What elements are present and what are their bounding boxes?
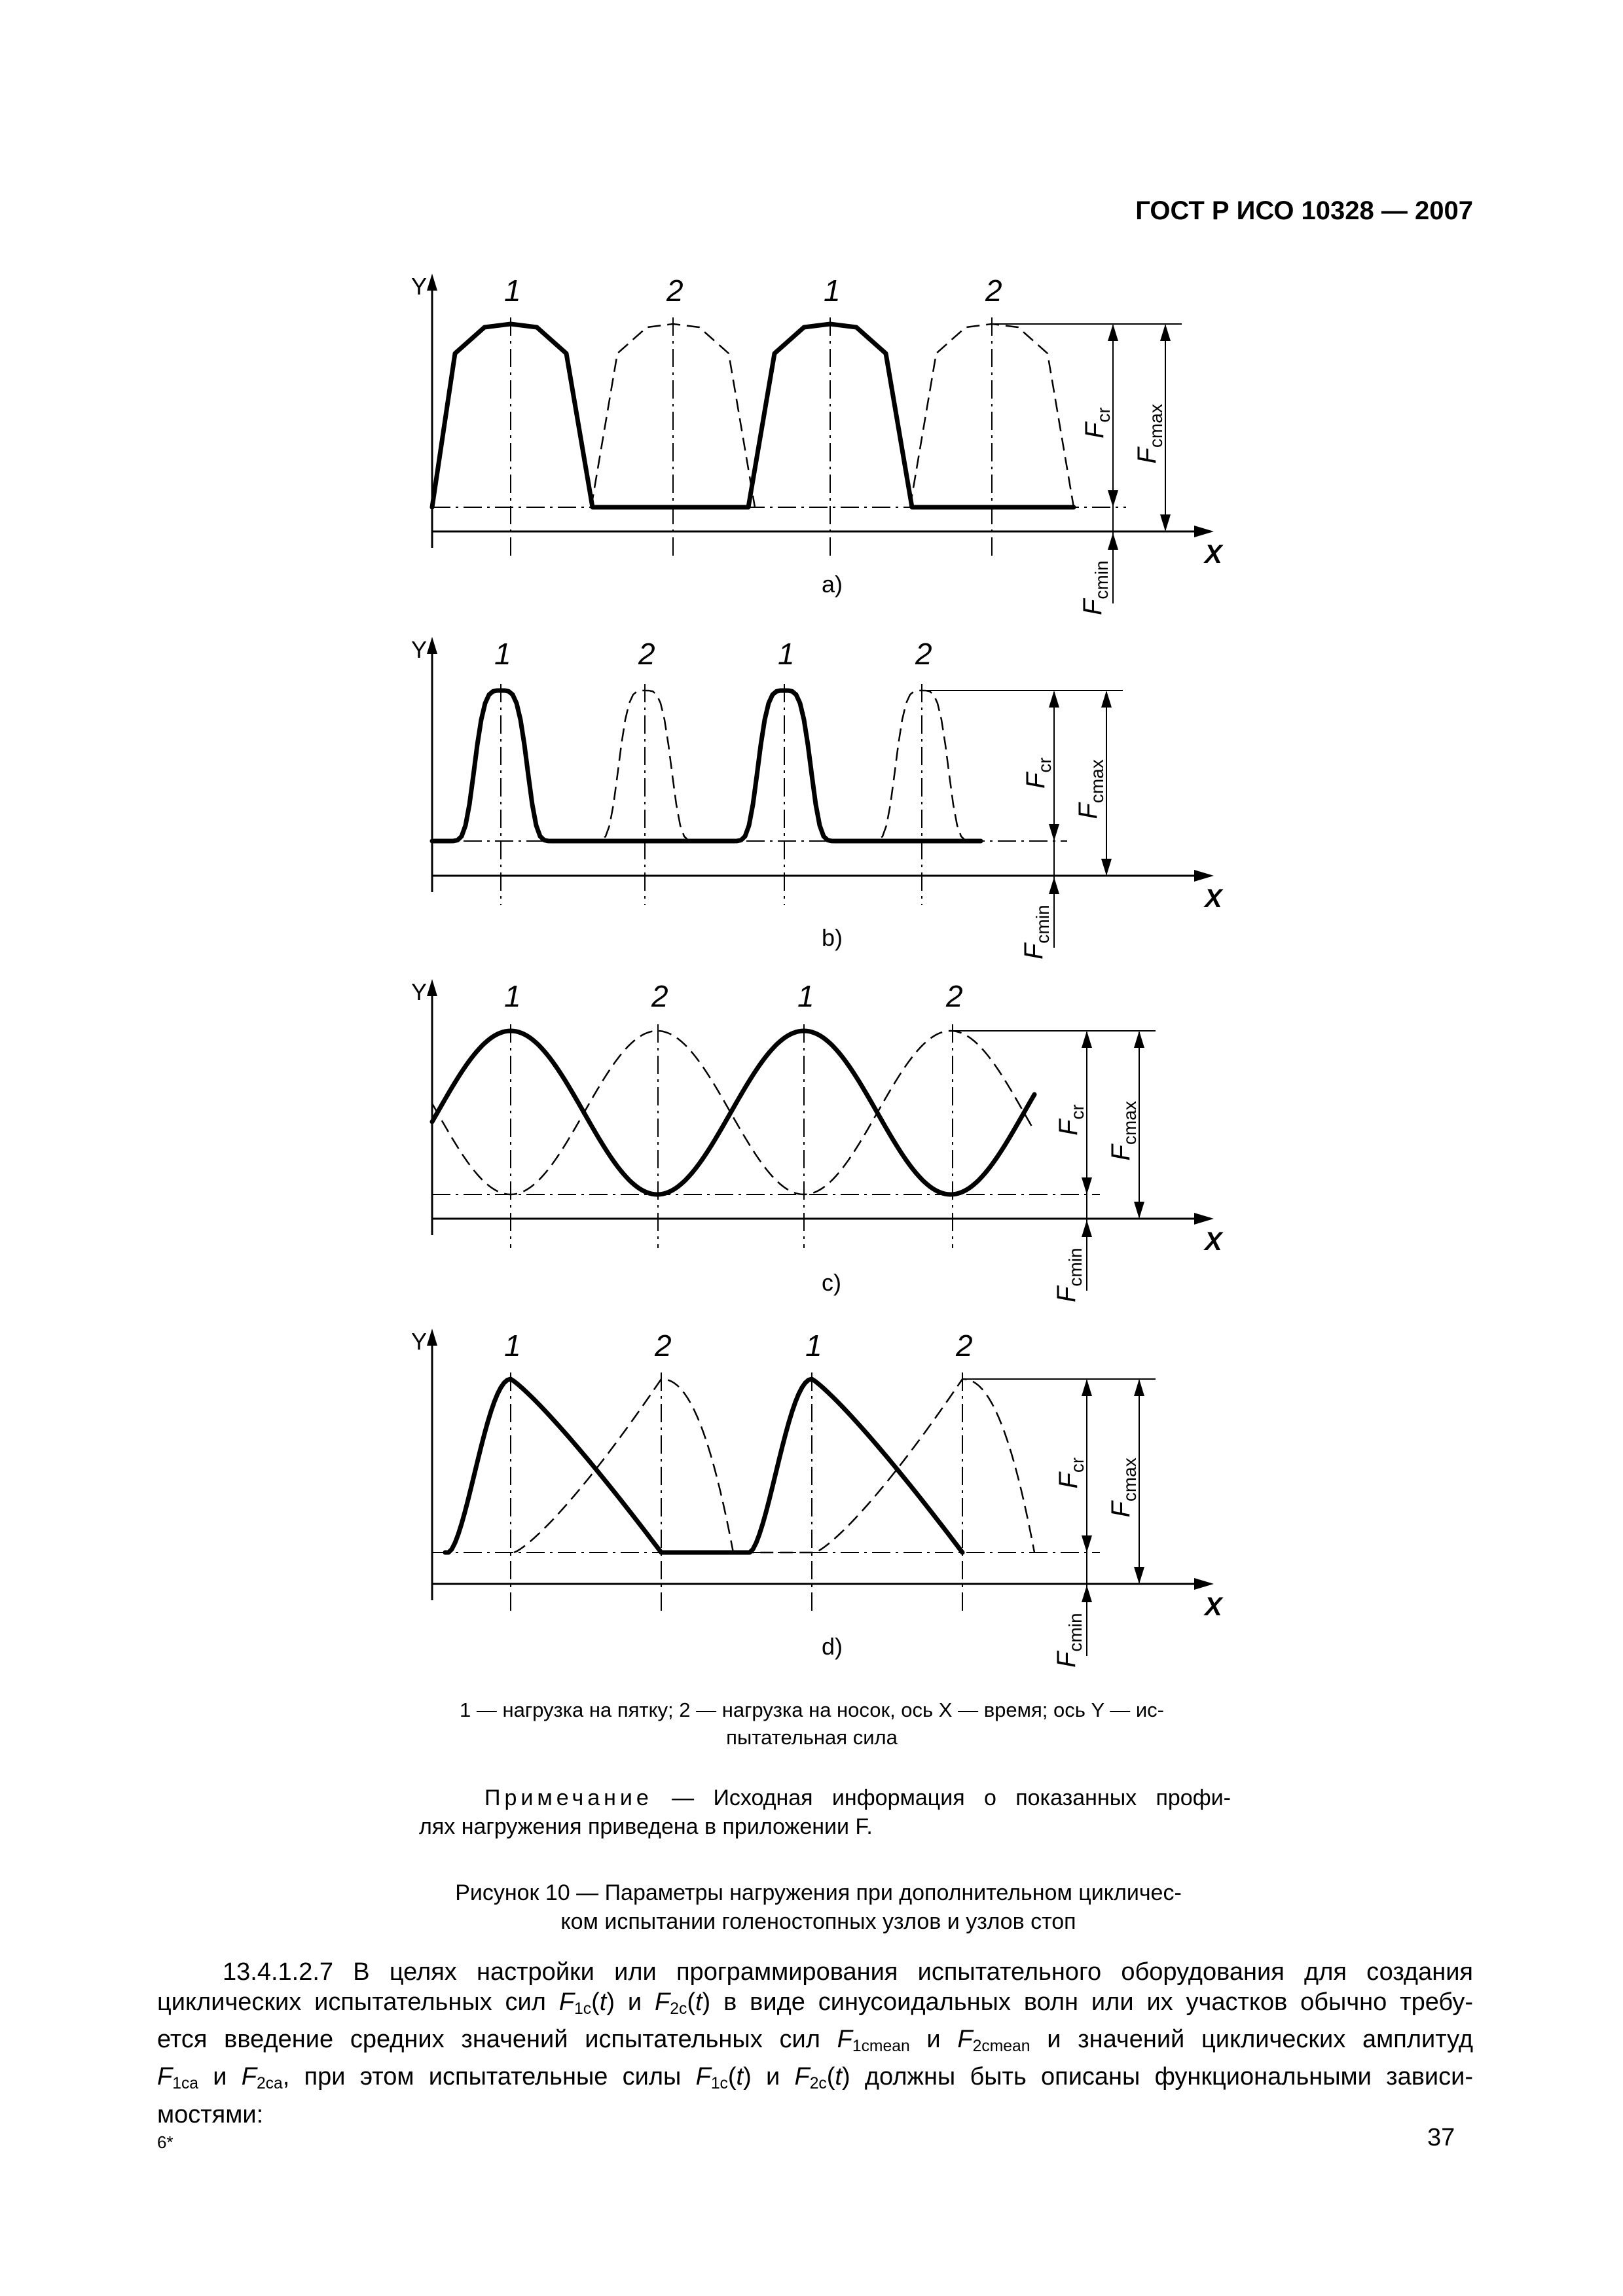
panel-label: b)	[822, 924, 843, 951]
heel-load-curve	[432, 691, 981, 841]
note-line-2: лях нагружения приведена в приложении F.	[419, 1814, 873, 1839]
figure-legend	[393, 1696, 1231, 1751]
body-line-4: $F_{1ca}$ и $F_{2ca}$, при этом испытательные силы $F_{1c}(t)$ и $F_{2c}(t)$ должны быть описаны функциональными зависи-	[157, 2063, 1473, 2093]
standard-designation: ГОСТ Р ИСО 10328 — 2007	[1135, 196, 1473, 225]
arrow-head	[1049, 877, 1059, 894]
fcmax-label: Fcmax	[1106, 1101, 1140, 1161]
fcr-label: Fcr	[1021, 757, 1055, 789]
arrow-head	[1134, 1379, 1144, 1396]
heel-curve-label: 1	[805, 1329, 822, 1363]
fcr-label: Fcr	[1054, 1457, 1087, 1489]
fcmax-label: Fcmax	[1074, 759, 1107, 819]
arrow-head	[1160, 514, 1171, 531]
fcmax-label: Fcmax	[1133, 404, 1166, 464]
fcmin-label: Fcmin	[1052, 1247, 1085, 1302]
heel-curve-label: 1	[778, 637, 795, 671]
x-axis-label: X	[1205, 1227, 1222, 1256]
arrow-head	[1082, 1379, 1092, 1396]
arrow-head	[1134, 1567, 1144, 1584]
toe-curve-label: 2	[946, 979, 963, 1013]
panel-label: d)	[822, 1633, 843, 1660]
body-line-1: 13.4.1.2.7 В целях настройки или программирования испытательного оборудования для создания	[223, 1958, 1473, 1986]
toe-curve-label: 2	[651, 979, 668, 1013]
arrow-head	[427, 274, 437, 291]
toe-curve-label: 2	[638, 637, 655, 671]
arrow-head	[1082, 1220, 1092, 1237]
page-number: 37	[1427, 2124, 1455, 2151]
heel-curve-label: 1	[504, 979, 521, 1013]
body-paragraph	[157, 1957, 1473, 2130]
arrow-head	[1082, 1585, 1092, 1602]
arrow-head	[427, 637, 437, 654]
toe-curve-label: 2	[956, 1329, 973, 1363]
arrow-head	[1108, 324, 1118, 341]
heel-curve-label: 1	[504, 1329, 521, 1363]
arrow-head	[1194, 1213, 1214, 1225]
heel-curve-label: 1	[494, 637, 511, 671]
heel-curve-label: 1	[797, 979, 814, 1013]
arrow-head	[1134, 1031, 1144, 1048]
caption-line-1: Рисунок 10 — Параметры нагружения при дополнительном цикличес-	[455, 1880, 1182, 1905]
panel-label: c)	[822, 1269, 841, 1296]
arrow-head	[427, 979, 437, 996]
arrow-head	[1049, 691, 1059, 708]
arrow-head	[1194, 526, 1214, 537]
y-axis-label: Y	[411, 636, 428, 663]
body-line-2: циклических испытательных сил $F_{1c}(t)$ и $F_{2c}(t)$ в виде синусоидальных волн или их участков обычно требу-	[157, 1988, 1474, 2018]
arrow-head	[1108, 533, 1118, 550]
arrow-head	[1101, 859, 1112, 876]
body-line-5: мостями:	[157, 2100, 264, 2128]
figure-caption	[406, 1878, 1231, 1936]
x-axis-label: X	[1205, 540, 1222, 569]
toe-curve-label: 2	[655, 1329, 672, 1363]
x-axis-label: X	[1205, 1592, 1222, 1621]
heel-load-curve	[432, 1031, 1034, 1194]
heel-curve-label: 1	[824, 274, 841, 308]
fcr-label: Fcr	[1054, 1104, 1087, 1136]
toe-curve-label: 2	[666, 274, 684, 308]
fcmin-label: Fcmin	[1052, 1613, 1085, 1668]
toe-curve-label: 2	[915, 637, 932, 671]
legend-line-1: 1 — нагрузка на пятку; 2 — нагрузка на носок, ось X — время; ось Y — ис-	[460, 1698, 1164, 1721]
arrow-head	[1160, 324, 1171, 341]
note-word: Примечание	[484, 1785, 653, 1810]
fcr-label: Fcr	[1080, 407, 1114, 439]
fcmin-label: Fcmin	[1019, 905, 1053, 960]
sheet-mark: 6*	[157, 2132, 173, 2152]
arrow-head	[427, 1329, 437, 1346]
legend-line-2: пытательная сила	[726, 1726, 898, 1749]
heel-load-curve	[432, 324, 1074, 507]
figure-note	[419, 1784, 1231, 1841]
arrow-head	[1101, 691, 1112, 708]
heel-curve-label: 1	[504, 274, 521, 308]
caption-line-2: ком испытании голеностопных узлов и узлов стоп	[560, 1909, 1076, 1934]
arrow-head	[1082, 1031, 1092, 1048]
heel-load-curve	[445, 1379, 962, 1552]
y-axis-label: Y	[411, 1328, 428, 1355]
fcmin-label: Fcmin	[1078, 560, 1112, 615]
body-line-3: ется введение средних значений испытательных сил $F_{1cmean}$ и $F_{2cmean}$ и значений циклических амплитуд	[157, 2026, 1473, 2056]
arrow-head	[1194, 870, 1214, 882]
arrow-head	[1194, 1578, 1214, 1590]
fcmax-label: Fcmax	[1106, 1458, 1140, 1518]
y-axis-label: Y	[411, 978, 428, 1005]
note-line-1: — Исходная информация о показанных профи-	[652, 1785, 1231, 1810]
x-axis-label: X	[1205, 884, 1222, 913]
y-axis-label: Y	[411, 273, 428, 300]
toe-curve-label: 2	[985, 274, 1002, 308]
panel-label: a)	[822, 571, 843, 598]
arrow-head	[1134, 1202, 1144, 1219]
